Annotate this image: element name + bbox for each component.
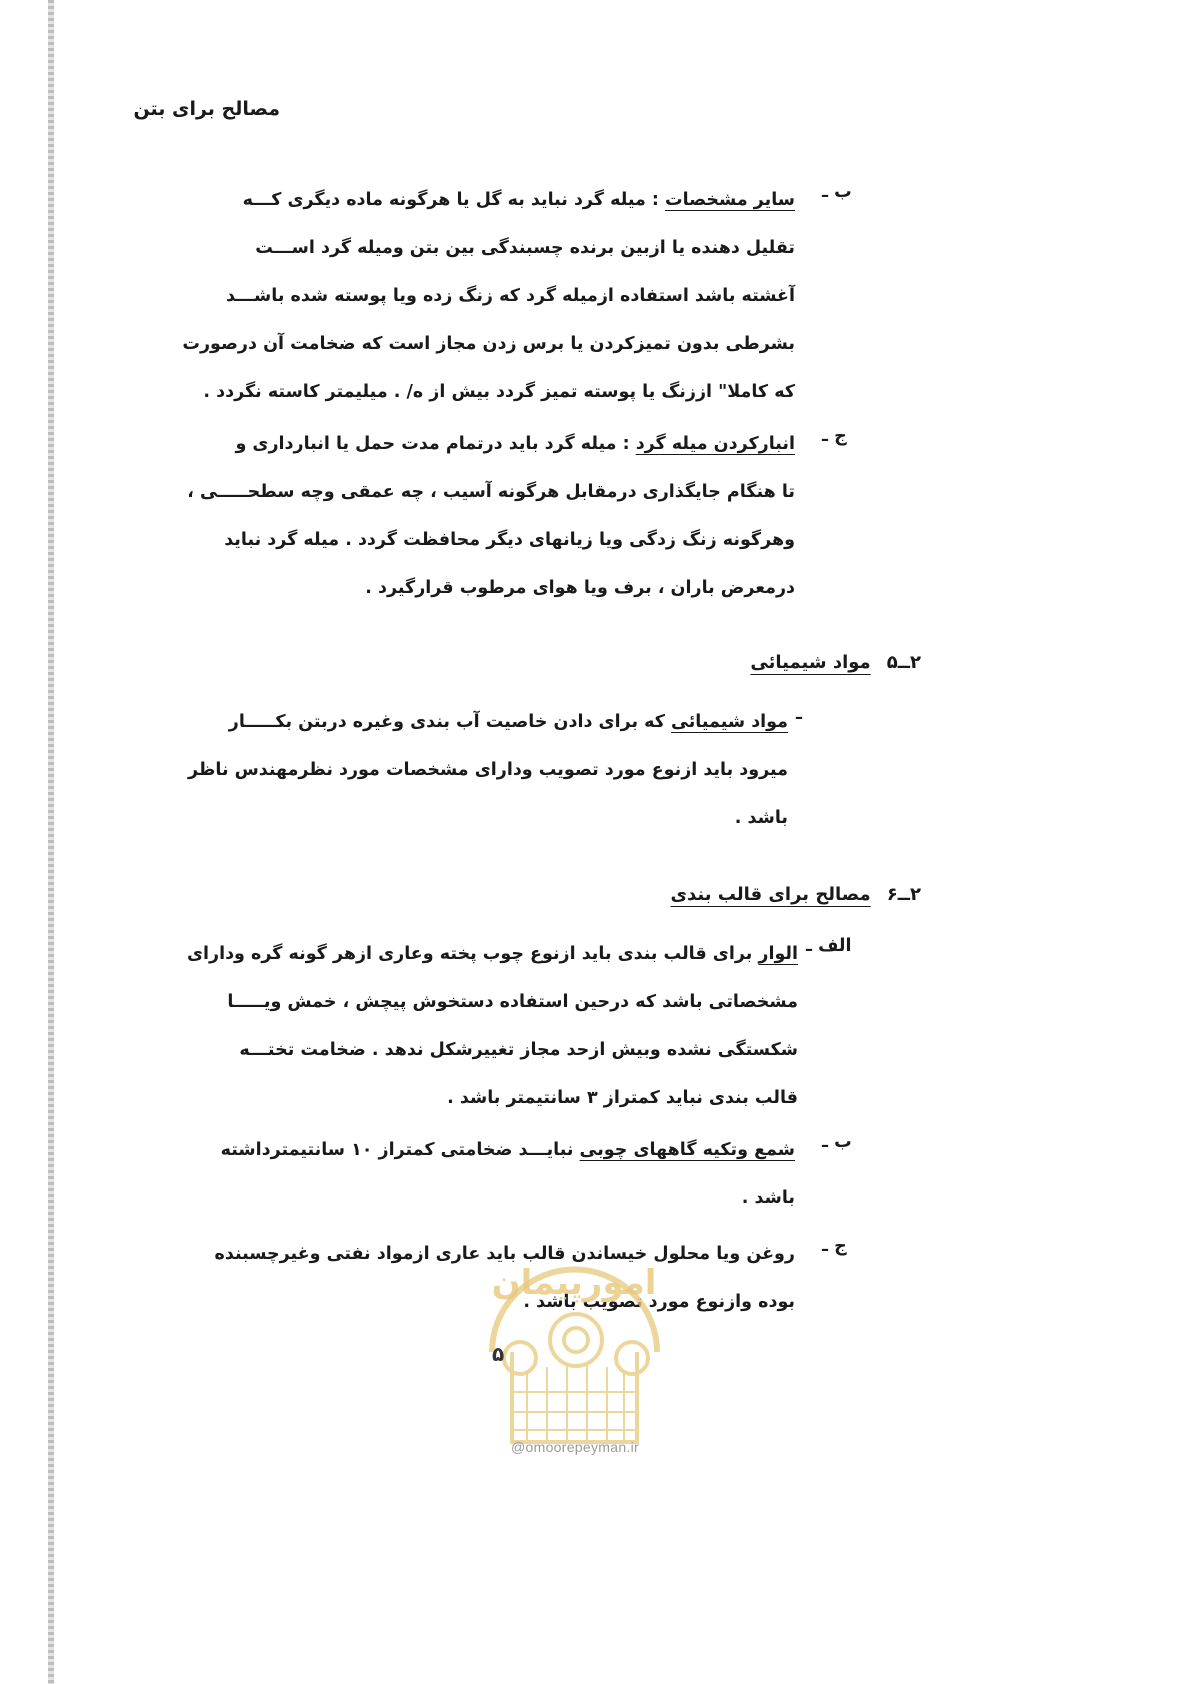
item-marker-b2: ب ـ [822, 1132, 852, 1152]
paragraph-label: انبارکردن میله گرد [635, 434, 795, 454]
paragraph-line: وهرگونه زنگ زدگی ویا زیانهای دیگر محافظت گردد . میله گرد نباید [224, 530, 795, 550]
paragraph-line: تقلیل دهنده یا ازبین برنده چسبندگی بین بتن ومیله گرد اســـت [255, 238, 795, 258]
item-marker-c2: ج ـ [822, 1236, 847, 1256]
section-number: ۲ــ۶ [886, 884, 921, 905]
watermark-url: @omoorepeyman.ir [511, 1439, 639, 1455]
paragraph-label: الوار [758, 944, 798, 964]
section-number: ۲ــ۵ [886, 652, 921, 673]
paragraph-planks [130, 934, 798, 1126]
page-header: مصالح برای بتن [133, 98, 280, 120]
section-heading-chemicals [750, 652, 921, 673]
watermark-stamp [452, 1232, 697, 1457]
paragraph-other-specs [130, 180, 795, 420]
paragraph-chemicals [130, 702, 788, 846]
paragraph-line: قالب بندی نباید کمتراز ۳ سانتیمتر باشد . [447, 1088, 798, 1108]
paragraph-label: مواد شیمیائی [671, 712, 788, 732]
paragraph-line: روغن ویا محلول خیساندن قالب باید عاری ازمواد نفتی وغیرچسبنده [214, 1244, 795, 1264]
paragraph-label: شمع وتکیه گاههای چوبی [579, 1140, 795, 1160]
paragraph-line: که کاملا" اززنگ یا پوسته تمیز گردد بیش از ه/ . میلیمتر کاسته نگردد . [203, 382, 795, 402]
paragraph-line: درمعرض باران ، برف ویا هوای مرطوب قرارگیرد . [365, 578, 795, 598]
paragraph-line: آغشته باشد استفاده ازمیله گرد که زنگ زده ویا پوسته شده باشـــد [226, 286, 795, 306]
paragraph-label: سایر مشخصات [665, 190, 795, 210]
paragraph-line: مواد شیمیائی که برای دادن خاصیت آب بندی وغیره دربتن بکـــــار [228, 712, 788, 732]
section-heading-formwork [671, 884, 921, 905]
paragraph-line: تا هنگام جایگذاری درمقابل هرگونه آسیب ، چه عمقی وچه سطحـــــی ، [187, 482, 795, 502]
paragraph-timber-props [130, 1130, 795, 1226]
paragraph-line: شمع وتکیه گاههای چوبی نبایـــد ضخامتی کمتراز ۱۰ سانتیمترداشته [220, 1140, 795, 1160]
paragraph-line: باشد . [741, 1188, 795, 1208]
section-title: مواد شیمیائی [750, 652, 871, 673]
paragraph-rebar-storage [130, 424, 795, 616]
page-number: ۵ [492, 1342, 505, 1366]
item-marker-c: ج ـ [822, 426, 847, 446]
scan-edge [48, 0, 54, 1684]
item-marker-alef: الف ـ [806, 936, 852, 956]
item-marker-b: ب ـ [822, 182, 852, 202]
paragraph-line: انبارکردن میله گرد : میله گرد باید درتمام مدت حمل یا انبارداری و [235, 434, 795, 454]
paragraph-line: الوار برای قالب بندی باید ازنوع چوب پخته وعاری ازهر گونه گره ودارای [186, 944, 798, 964]
paragraph-line: بشرطی بدون تمیزکردن یا برس زدن مجاز است که ضخامت آن درصورت [182, 334, 795, 354]
paragraph-line: شکستگی نشده وبیش ازحد مجاز تغییرشکل ندهد . ضخامت تختـــه [239, 1040, 798, 1060]
section-title: مصالح برای قالب بندی [670, 884, 871, 905]
item-marker-dash: ـ [796, 704, 802, 724]
stamp-arc-text: امورپیمان [491, 1263, 657, 1303]
paragraph-line: مشخصاتی باشد که درحین استفاده دستخوش پیچش ، خمش ویـــــا [227, 992, 798, 1012]
paragraph-line: بوده وازنوع مورد تصویب باشد . [523, 1292, 795, 1312]
paragraph-line: میرود باید ازنوع مورد تصویب ودارای مشخصات مورد نظرمهندس ناظر [188, 760, 788, 780]
paragraph-line: باشد . [734, 808, 788, 828]
paragraph-line: سایر مشخصات : میله گرد نباید به گل یا هرگونه ماده دیگری کـــه [242, 190, 795, 210]
